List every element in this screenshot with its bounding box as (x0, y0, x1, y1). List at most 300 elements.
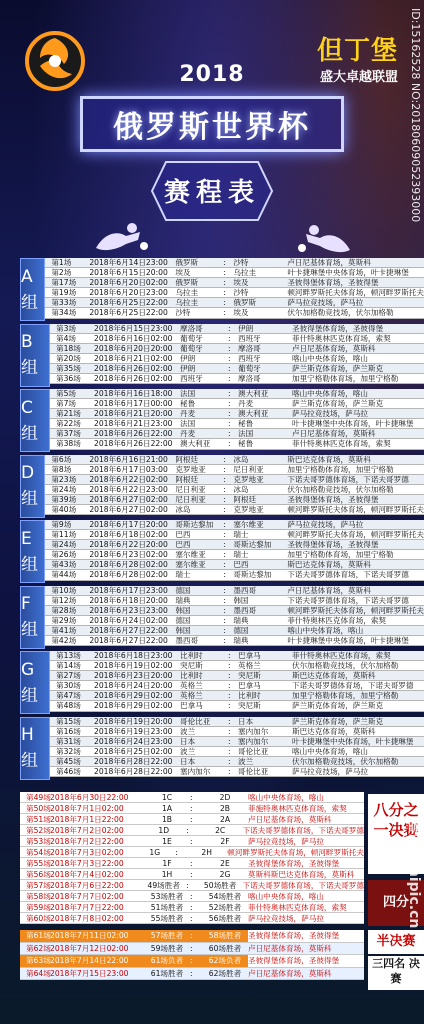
match-time: 2018年6月28日22:00 (94, 766, 173, 776)
away-team: 澳大利亚 (238, 389, 269, 398)
venue: 萨马拉竞技场，萨马拉 (292, 409, 368, 419)
home-team: 突尼斯 (180, 661, 203, 671)
match-time: 2018年6月28日02:00 (89, 570, 168, 580)
match-time: 2018年6月21日20:00 (94, 409, 173, 419)
match-number: 第60场 (26, 914, 51, 923)
away-team: 沙特 (233, 288, 249, 298)
team-b: 56场胜者 (208, 914, 242, 923)
match-number: 第7场 (56, 399, 77, 409)
vs-separator: : (223, 258, 226, 267)
vs-separator: : (228, 343, 231, 353)
match-number: 第43场 (51, 560, 77, 570)
vs-separator: : (228, 373, 231, 383)
away-team: 沙特 (233, 258, 249, 267)
venue: 菲施特奥林匹克体育场，索契 (248, 804, 347, 813)
group-matches (50, 651, 424, 714)
table-row (45, 530, 424, 540)
team-b: 2G (219, 870, 231, 879)
match-time: 2018年6月23日02:00 (89, 550, 168, 560)
vs-separator: : (190, 859, 193, 868)
quarter-final-tag: 四分 (368, 880, 424, 926)
group-block (20, 586, 424, 649)
vs-separator: : (223, 454, 226, 464)
match-time: 2018年6月20日02:00 (89, 278, 168, 288)
home-team: 日本 (180, 756, 196, 766)
home-team: 比利时 (180, 651, 203, 660)
venue: 萨兰斯克体育场，萨兰斯克 (292, 716, 384, 726)
vs-separator: : (223, 635, 226, 645)
group-matches (45, 455, 424, 518)
away-team: 哥斯达黎加 (233, 570, 272, 580)
match-number: 第40场 (51, 504, 77, 514)
match-number: 第2场 (51, 268, 72, 278)
table-row (50, 691, 424, 701)
vs-separator: : (190, 892, 193, 901)
team-a: 1A (161, 804, 173, 813)
match-time: 2018年6月24日20:00 (94, 681, 173, 691)
vs-separator: : (190, 903, 193, 912)
semi-final-tag: 半决赛 (368, 930, 424, 954)
table-row (20, 847, 364, 858)
team-b: 52场胜者 (208, 903, 242, 912)
away-team: 埃及 (233, 278, 249, 288)
team-a: 61场胜者 (150, 968, 184, 978)
table-row (50, 747, 424, 757)
match-time: 2018年6月27日02:00 (89, 494, 168, 504)
venue: 叶卡捷琳堡中央体育场，叶卡捷琳堡 (287, 635, 409, 645)
team-b: 2D (219, 793, 231, 802)
away-team: 澳大利亚 (238, 409, 269, 419)
vs-separator: : (228, 681, 231, 691)
away-team: 伊朗 (238, 323, 254, 333)
venue: 萨马拉竞技场，萨马拉 (287, 298, 364, 308)
table-row (20, 943, 364, 956)
vs-separator: : (223, 464, 226, 474)
venue: 圣彼得堡体育场，圣彼得堡 (287, 278, 379, 288)
venue: 顿河畔罗斯托夫体育场，顿河畔罗斯托夫 (227, 848, 364, 857)
group-block (20, 651, 424, 714)
away-team: 哥伦比亚 (238, 746, 269, 756)
match-number: 第6场 (51, 454, 72, 464)
venue: 加里宁格勒体育场，加里宁格勒 (287, 464, 394, 474)
home-team: 葡萄牙 (180, 343, 203, 353)
vs-separator: : (190, 837, 193, 846)
table-row (50, 344, 424, 354)
home-team: 瑞士 (175, 570, 191, 580)
home-team: 巴西 (175, 540, 191, 550)
away-team: 克罗地亚 (233, 504, 264, 514)
venue: 顿河畔罗斯托夫体育场，顿河畔罗斯托夫 (287, 288, 424, 298)
match-time: 2018年6月26日02:00 (94, 373, 173, 383)
venue: 顿河畔罗斯托夫体育场，顿河畔罗斯托夫 (287, 605, 424, 615)
table-row (50, 354, 424, 364)
away-team: 冰岛 (233, 454, 249, 464)
table-row (20, 803, 364, 814)
home-team: 澳大利亚 (180, 439, 211, 449)
match-time: 2018年6月23日20:00 (94, 671, 173, 681)
venue: 圣彼得堡体育场，圣彼得堡 (248, 930, 364, 942)
match-number: 第46场 (56, 766, 81, 776)
group-block (20, 520, 424, 583)
match-number: 第41场 (51, 625, 77, 635)
table-row (20, 792, 364, 803)
vs-separator: : (228, 661, 231, 671)
match-time: 2018年7月1日02:00 (50, 804, 124, 813)
group-label: F组 (20, 586, 45, 649)
venue: 圣彼得堡体育场，圣彼得堡 (292, 323, 384, 333)
venue: 加里宁格勒体育场，加里宁格勒 (287, 550, 394, 560)
match-number: 第37场 (56, 429, 81, 439)
vs-separator: : (228, 746, 231, 756)
venue: 萨马拉竞技场，萨马拉 (287, 520, 364, 529)
venue: 卢日尼基体育场，莫斯科 (248, 943, 332, 953)
player-silhouette-icon (296, 224, 354, 254)
vs-separator: : (223, 308, 226, 318)
vs-separator: : (228, 756, 231, 766)
vs-separator: : (190, 793, 193, 802)
away-team: 哥斯达黎加 (233, 540, 272, 550)
away-team: 西班牙 (238, 333, 261, 343)
away-team: 哥伦比亚 (238, 766, 269, 776)
table-row (45, 495, 424, 505)
table-row (50, 757, 424, 767)
venue: 下诺夫哥罗德体育场，下诺夫哥罗德 (287, 474, 409, 484)
venue: 顿河畔罗斯托夫体育场，顿河畔罗斯托夫 (287, 504, 424, 514)
match-time: 2018年7月2日02:00 (50, 826, 124, 835)
table-row (50, 364, 424, 374)
match-time: 2018年7月3日02:00 (50, 848, 124, 857)
group-label: E组 (20, 520, 45, 583)
match-number: 第17场 (51, 278, 77, 288)
home-team: 英格兰 (180, 681, 203, 691)
table-row (45, 616, 424, 626)
table-row (45, 465, 424, 475)
away-team: 塞尔维亚 (233, 520, 264, 529)
match-time: 2018年6月20日23:00 (89, 288, 168, 298)
match-number: 第47场 (56, 691, 81, 701)
table-row (45, 586, 424, 596)
match-time: 2018年6月18日20:00 (89, 595, 168, 605)
venue: 叶卡捷琳堡中央体育场，叶卡捷琳堡 (287, 268, 409, 278)
group-block (20, 717, 424, 780)
match-time: 2018年6月19日02:00 (94, 661, 173, 671)
group-label: G组 (20, 651, 50, 714)
vs-separator: : (228, 409, 231, 419)
match-time: 2018年6月26日22:00 (94, 429, 173, 439)
table-row (50, 737, 424, 747)
match-number: 第51场 (26, 815, 51, 824)
vs-separator: : (228, 439, 231, 449)
brand-sub: 盛大卓越联盟 (319, 70, 398, 85)
match-time: 2018年6月20日20:00 (94, 343, 173, 353)
match-time: 2018年7月3日22:00 (50, 859, 124, 868)
table-row (50, 727, 424, 737)
table-row (50, 374, 424, 384)
venue: 下诺夫哥罗德体育场，下诺夫哥罗德 (287, 595, 409, 605)
knockout-block-quarter (20, 880, 364, 924)
match-time: 2018年7月2日22:00 (50, 837, 124, 846)
team-a: 1C (161, 793, 173, 802)
group-label: B组 (20, 324, 50, 387)
match-number: 第64场 (26, 968, 51, 978)
match-number: 第39场 (51, 494, 77, 504)
group-matches (50, 324, 424, 387)
match-number: 第20场 (56, 353, 81, 363)
away-team: 塞内加尔 (238, 726, 269, 736)
page-title: 俄罗斯世界杯 (113, 110, 311, 145)
table-row (50, 681, 424, 691)
vs-separator: : (223, 550, 226, 560)
home-team: 西班牙 (180, 373, 203, 383)
home-team: 巴拿马 (180, 701, 203, 711)
match-time: 2018年6月17日23:00 (89, 585, 168, 595)
match-number: 第27场 (56, 671, 81, 681)
team-b: 60场胜者 (208, 943, 242, 953)
away-team: 韩国 (233, 595, 249, 605)
vs-separator: : (228, 726, 231, 736)
home-team: 德国 (175, 585, 191, 595)
table-row (20, 930, 364, 943)
team-b: 2A (219, 815, 231, 824)
vs-separator: : (223, 585, 226, 595)
home-team: 法国 (180, 419, 196, 429)
match-number: 第48场 (56, 701, 81, 711)
match-time: 2018年6月25日02:00 (94, 746, 173, 756)
match-time: 2018年6月18日23:00 (94, 651, 173, 660)
venue: 萨兰斯克体育场，萨兰斯克 (292, 399, 384, 409)
home-team: 伊朗 (180, 363, 196, 373)
match-number: 第22场 (56, 419, 81, 429)
home-team: 瑞典 (175, 595, 191, 605)
team-a: 49场胜者 (147, 881, 180, 890)
team-b: 54场胜者 (208, 892, 242, 901)
table-row (50, 661, 424, 671)
match-number: 第5场 (56, 389, 77, 398)
team-a: 1E (162, 837, 172, 846)
match-number: 第52场 (26, 826, 51, 835)
home-team: 法国 (180, 389, 196, 398)
venue: 菲什特奥林匹克体育场，索契 (292, 651, 391, 660)
team-b: 2H (201, 848, 212, 857)
venue: 卢日尼基体育场，莫斯科 (248, 968, 332, 978)
home-team: 伊朗 (180, 353, 196, 363)
venue: 斯巴达克体育场，莫斯科 (287, 454, 371, 464)
vs-separator: : (223, 268, 226, 278)
team-b: 2B (219, 804, 231, 813)
match-time: 2018年6月27日22:00 (89, 625, 168, 635)
home-team: 秘鲁 (180, 399, 196, 409)
vs-separator: : (223, 570, 226, 580)
venue: 叶卡捷琳堡中央体育场，叶卡捷琳堡 (292, 419, 414, 429)
vs-separator: : (190, 968, 193, 978)
match-time: 2018年6月27日02:00 (89, 504, 168, 514)
away-team: 墨西哥 (233, 585, 257, 595)
match-time: 2018年6月26日22:00 (94, 439, 173, 449)
group-matches (50, 717, 424, 780)
venue: 圣彼得堡体育场，圣彼得堡 (287, 540, 379, 550)
match-time: 2018年7月8日02:00 (50, 914, 124, 923)
away-team: 葡萄牙 (238, 363, 261, 373)
match-number: 第3场 (56, 323, 77, 333)
vs-separator: : (223, 484, 226, 494)
match-number: 第44场 (51, 570, 77, 580)
match-number: 第54场 (26, 848, 51, 857)
home-team: 尼日利亚 (175, 484, 206, 494)
match-time: 2018年7月6日22:00 (50, 881, 124, 890)
home-team: 韩国 (175, 625, 191, 635)
table-row (20, 869, 364, 880)
away-team: 巴拿马 (238, 681, 261, 691)
match-number: 第14场 (56, 661, 81, 671)
match-number: 第45场 (56, 756, 81, 766)
match-number: 第58场 (26, 892, 51, 901)
table-row (45, 308, 424, 318)
match-number: 第21场 (56, 409, 81, 419)
away-team: 瑞典 (233, 635, 249, 645)
match-number: 第34场 (51, 308, 77, 318)
vs-separator: : (223, 540, 226, 550)
match-time: 2018年6月24日23:00 (94, 736, 173, 746)
home-team: 韩国 (175, 605, 191, 615)
away-team: 丹麦 (238, 399, 254, 409)
venue: 圣彼得堡体育场，圣彼得堡 (248, 859, 340, 868)
team-a: 1F (162, 859, 172, 868)
away-team: 摩洛哥 (238, 343, 261, 353)
home-team: 乌拉圭 (175, 288, 199, 298)
match-time: 2018年6月16日02:00 (94, 333, 173, 343)
vs-separator: : (223, 615, 226, 625)
table-row (45, 626, 424, 636)
table-row (45, 455, 424, 465)
round-of-16-tag: 八分之一决赛 (368, 794, 424, 874)
knockout-block-final (20, 930, 364, 980)
match-number: 第62场 (26, 943, 51, 953)
venue: 伏尔加格勒竞技场，伏尔加格勒 (287, 308, 394, 318)
match-time: 2018年6月22日23:00 (89, 484, 168, 494)
venue: 萨马拉竞技场，萨马拉 (248, 837, 324, 846)
match-time: 2018年7月7日22:00 (50, 903, 124, 912)
page-subtitle: 赛程表 (163, 178, 260, 208)
match-number: 第16场 (56, 726, 81, 736)
home-team: 冰岛 (175, 504, 191, 514)
match-time: 2018年6月25日22:00 (89, 298, 168, 308)
table-row (45, 520, 424, 530)
away-team: 塞内加尔 (238, 736, 269, 746)
group-label: C组 (20, 389, 50, 452)
group-label: D组 (20, 455, 45, 518)
match-time: 2018年6月22日20:00 (89, 540, 168, 550)
match-number: 第13场 (56, 651, 81, 660)
match-time: 2018年6月16日21:00 (89, 454, 168, 464)
home-team: 葡萄牙 (180, 333, 203, 343)
home-team: 日本 (180, 736, 196, 746)
table-row (20, 858, 364, 869)
match-number: 第53场 (26, 837, 51, 846)
away-team: 俄罗斯 (233, 298, 257, 308)
home-team: 阿根廷 (175, 474, 199, 484)
venue: 喀山中央体育场，喀山 (248, 892, 324, 901)
team-a: 61场负者 (150, 956, 184, 965)
match-number: 第24场 (51, 484, 77, 494)
watermark-id: ID:15162528 NO:20180609052393000 (409, 8, 422, 223)
home-team: 沙特 (175, 308, 191, 318)
venue: 菲什特奥林匹克体育场，索契 (292, 439, 391, 449)
match-time: 2018年6月19日23:00 (94, 726, 173, 736)
home-team: 丹麦 (180, 409, 196, 419)
year: 2018 (179, 62, 245, 87)
match-number: 第12场 (51, 595, 77, 605)
group-matches (50, 389, 424, 452)
home-team: 巴西 (175, 530, 191, 540)
vs-separator: : (228, 701, 231, 711)
home-team: 波兰 (180, 746, 196, 756)
team-a: 51场胜者 (150, 903, 184, 912)
site-watermark: 昵图网 nipic.cn (406, 820, 422, 929)
vs-separator: : (228, 333, 231, 343)
match-number: 第29场 (51, 615, 77, 625)
table-row (45, 485, 424, 495)
vs-separator: : (223, 560, 226, 570)
venue: 圣彼得堡体育场，圣彼得堡 (287, 494, 379, 504)
match-number: 第63场 (26, 956, 51, 965)
match-number: 第26场 (51, 550, 77, 560)
table-row (50, 334, 424, 344)
match-number: 第57场 (26, 881, 51, 890)
table-row (50, 717, 424, 727)
away-team: 法国 (238, 429, 254, 439)
match-number: 第1场 (51, 258, 72, 267)
away-team: 瑞士 (233, 550, 249, 560)
match-time: 2018年6月30日22:00 (50, 793, 129, 802)
home-team: 摩洛哥 (180, 323, 203, 333)
home-team: 阿根廷 (175, 454, 199, 464)
home-team: 比利时 (180, 671, 203, 681)
away-team: 墨西哥 (233, 605, 257, 615)
vs-separator: : (228, 716, 231, 726)
vs-separator: : (223, 278, 226, 288)
vs-separator: : (223, 288, 226, 298)
away-team: 日本 (238, 716, 254, 726)
vs-separator: : (223, 298, 226, 308)
venue: 下诺夫哥罗德体育场，下诺夫哥罗德 (287, 570, 409, 580)
table-row (50, 651, 424, 661)
title-box (80, 96, 344, 152)
venue: 萨马拉竞技场，萨马拉 (248, 914, 324, 923)
group-block (20, 455, 424, 518)
vs-separator: : (190, 956, 193, 965)
away-team: 尼日利亚 (233, 464, 264, 474)
team-a: 55场胜者 (150, 914, 184, 923)
venue: 菲什特奥林匹克体育场，索契 (248, 903, 347, 912)
team-b: 2F (220, 837, 230, 846)
match-time: 2018年6月29日02:00 (94, 701, 173, 711)
match-number: 第35场 (56, 363, 81, 373)
venue: 菲什特奥林匹克体育场，索契 (292, 333, 391, 343)
table-row (20, 913, 364, 924)
final-tag: 三四名 决赛 (368, 956, 424, 990)
vs-separator: : (228, 419, 231, 429)
venue: 卢日尼基体育场，莫斯科 (287, 585, 371, 595)
vs-separator: : (175, 848, 178, 857)
knockout-block-round16 (20, 792, 364, 880)
team-a: 59场胜者 (150, 943, 184, 953)
group-block (20, 324, 424, 387)
vs-separator: : (190, 914, 193, 923)
match-number: 第33场 (51, 298, 77, 308)
team-b: 2C (215, 826, 226, 835)
team-a: 57场胜者 (150, 931, 184, 940)
match-number: 第19场 (51, 288, 77, 298)
